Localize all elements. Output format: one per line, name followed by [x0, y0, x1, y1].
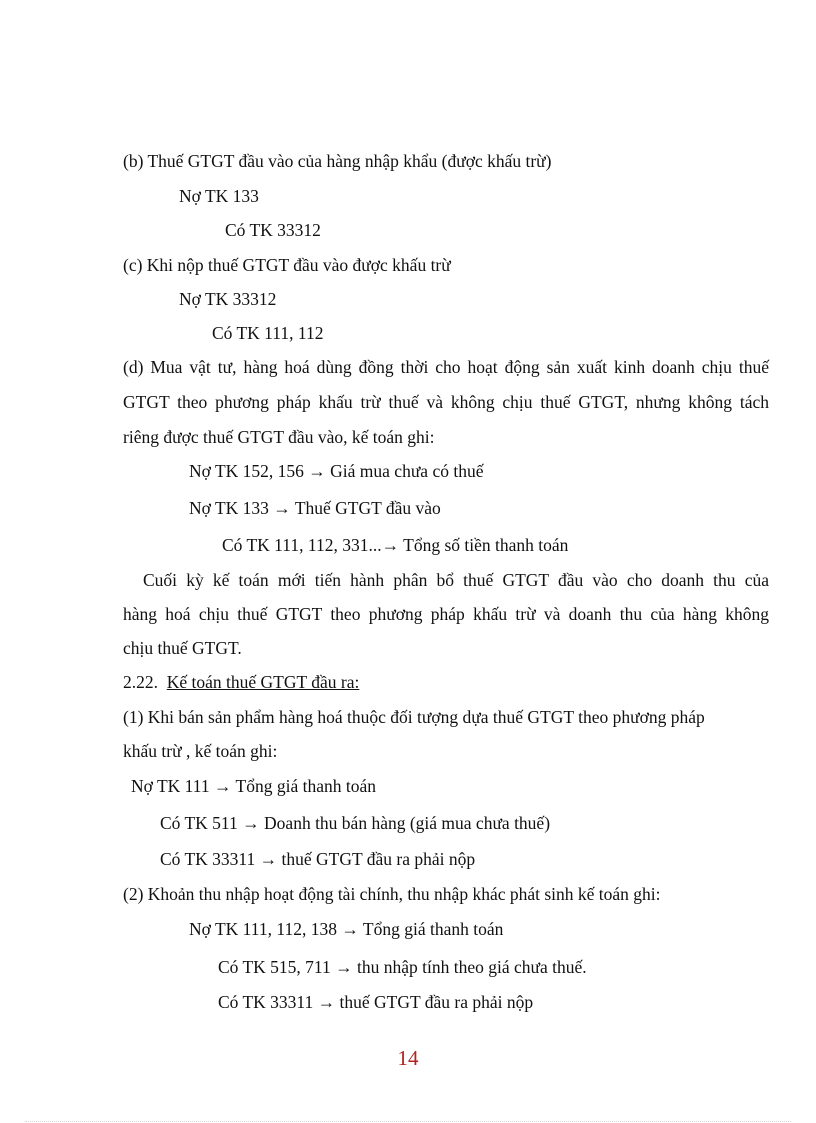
item-d-line-2: GTGT theo phương pháp khấu trừ thuế và không chịu thuế GTGT, nhưng không tách: [123, 392, 769, 412]
item-1-entry-2: Có TK 511 → Doanh thu bán hàng (giá mua chưa thuế): [160, 813, 551, 833]
paragraph-line-2: hàng hoá chịu thuế GTGT theo phương pháp khấu trừ và doanh thu của hàng không: [123, 604, 769, 624]
item-2-entry-2: Có TK 515, 711 → thu nhập tính theo giá chưa thuế.: [218, 957, 587, 977]
item-c-heading: (c) Khi nộp thuế GTGT đầu vào được khấu trừ: [123, 255, 451, 275]
item-1-entry-3: Có TK 33311 → thuế GTGT đầu ra phải nộp: [160, 849, 476, 869]
item-c-credit-entry: Có TK 111, 112: [212, 323, 324, 343]
item-1-line-1: (1) Khi bán sản phẩm hàng hoá thuộc đối tượng dựa thuế GTGT theo phương pháp: [123, 707, 705, 727]
item-d-entry-2: Nợ TK 133 → Thuế GTGT đầu vào: [189, 498, 441, 518]
section-heading: [123, 670, 359, 694]
item-2-entry-1: Nợ TK 111, 112, 138 → Tổng giá thanh toán: [189, 919, 504, 939]
item-c-debit-entry: Nợ TK 33312: [179, 289, 277, 309]
item-d-entry-3: Có TK 111, 112, 331...→ Tổng số tiền thanh toán: [222, 535, 569, 555]
section-title: Kế toán thuế GTGT đầu ra:: [166, 672, 360, 692]
section-number: 2.22.: [123, 672, 158, 692]
item-d-entry-1: Nợ TK 152, 156 → Giá mua chưa có thuế: [189, 461, 484, 481]
item-1-line-2: khấu trừ , kế toán ghi:: [123, 741, 278, 761]
item-d-line-1: (d) Mua vật tư, hàng hoá dùng đồng thời cho hoạt động sản xuất kinh doanh chịu thuế: [123, 357, 769, 377]
paragraph-line-1: Cuối kỳ kế toán mới tiến hành phân bổ thuế GTGT đầu vào cho doanh thu của: [143, 570, 769, 590]
item-b-heading: (b) Thuế GTGT đầu vào của hàng nhập khẩu (được khấu trừ): [123, 151, 552, 171]
item-b-credit-entry: Có TK 33312: [225, 220, 321, 240]
page-number: 14: [397, 1046, 419, 1070]
item-d-line-3: riêng được thuế GTGT đầu vào, kế toán ghi:: [123, 427, 435, 447]
page-bottom-divider: [25, 1121, 791, 1122]
item-2-heading: (2) Khoản thu nhập hoạt động tài chính, thu nhập khác phát sinh kế toán ghi:: [123, 884, 661, 904]
item-1-entry-1: Nợ TK 111 → Tổng giá thanh toán: [131, 776, 376, 796]
item-2-entry-3: Có TK 33311 → thuế GTGT đầu ra phải nộp: [218, 992, 534, 1012]
paragraph-line-3: chịu thuế GTGT.: [123, 638, 242, 658]
item-b-debit-entry: Nợ TK 133: [179, 186, 259, 206]
